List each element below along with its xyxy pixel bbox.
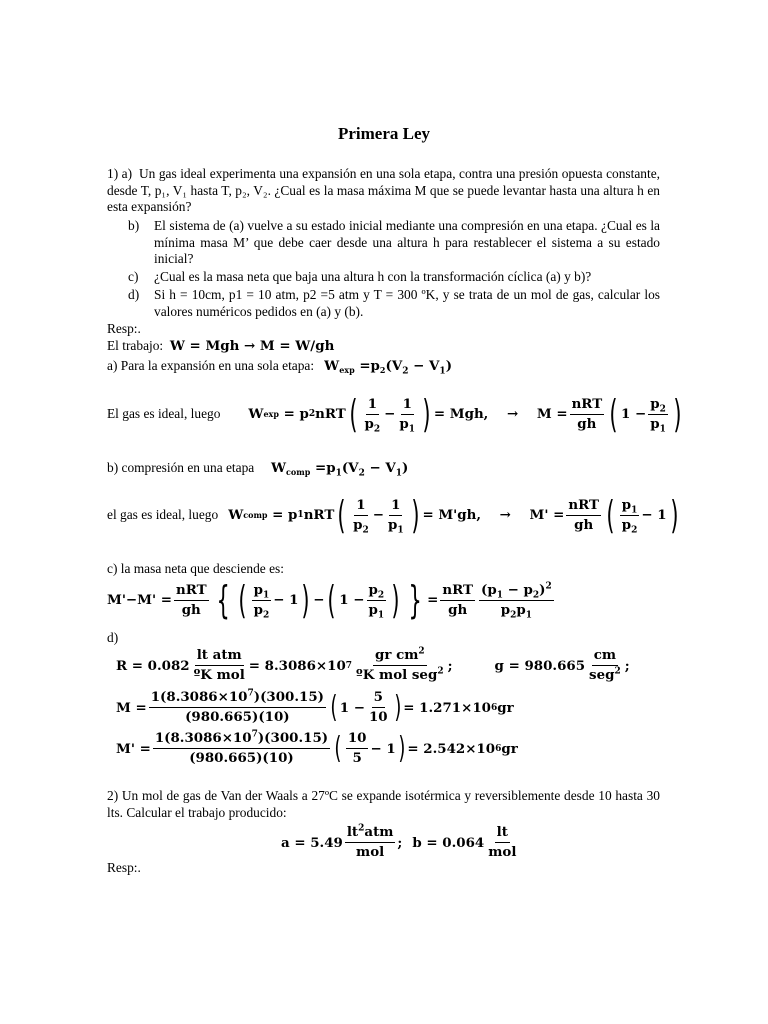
expansion-line xyxy=(107,358,452,375)
problem-1c-label: c) xyxy=(128,269,139,284)
trabajo-equation: W = Mgh → M = W/gh xyxy=(169,338,335,354)
net-mass-label: c) la masa neta que desciende es: xyxy=(107,561,284,576)
part-d-label: d) xyxy=(107,630,119,645)
problem-1a xyxy=(107,166,660,216)
vdw-constants-line xyxy=(281,824,520,861)
problem-1a-label: 1) a) xyxy=(107,166,133,181)
resp-label-2: Resp:. xyxy=(107,860,141,875)
problem-1c-text: ¿Cual es la masa neta que baja una altura h con la transformación cíclica (a) y b)? xyxy=(154,269,592,284)
ideal-gas-compression-line xyxy=(107,493,681,537)
w-comp-ideal-equation: W comp = p 1 nRT ( $\frac{1}{p_2}$ − $\frac{1}{p_1}$ ) = M'gh, → M' = $\frac{\text{nRT}}{gh}$ ( $\frac{p_1}{p_2}$ − 1 ) xyxy=(228,493,679,537)
vdw-constants-equation: a = 5.49 $\frac{lt^2atm}{\text{mol}}$ ; b = 0.064 $\frac{lt}{\text{mol}}$ xyxy=(281,823,517,860)
net-mass-equation: M'−M' = $\frac{\text{nRT}}{gh}$ { ( $\frac{p_1}{p_2}$ − 1 ) − ( 1 − $\frac{p_2}{p_1}$ ) } = $\frac{\text{nRT}}{gh}$ $\frac{(p_1 - p_2)^2}{p_2p_1}$ xyxy=(107,578,552,622)
trabajo-label: El trabajo: xyxy=(107,338,164,353)
w-comp-equation: $W_{comp} =p_1(V_2 - V_1)$ xyxy=(271,460,409,479)
problem-1d-text: Si h = 10cm, p1 = 10 atm, p2 =5 atm y T = 300 ºK, y se trata de un mol de gas, calcular los valores numéricos pedidos en (a) y (b). xyxy=(154,287,660,319)
ideal-gas-label-2: el gas es ideal, luego xyxy=(107,507,219,522)
compression-label: b) compresión en una etapa xyxy=(107,460,255,475)
w-exp-equation: $W_{exp} =p_2(V_2 - V_1)$ xyxy=(324,358,453,377)
mass-m-prime-equation: M' = $\frac{1(8.3086\times 10^7)(300.15)}{(980.665)(10)}$ ( $\frac{10}{5}$ − 1 ) = 2.542×10 6 gr xyxy=(116,729,518,766)
net-mass-equation-line xyxy=(107,578,556,622)
expansion-label: a) Para la expansión en una sola etapa: xyxy=(107,358,315,373)
ideal-gas-label: El gas es ideal, luego xyxy=(107,406,221,421)
problem-2-text: 2) Un mol de gas de Van der Waals a 27ºC se expande isotérmica y reversiblemente desde 10 hasta 30 lts. Calcular el trabajo producido: xyxy=(107,788,660,820)
problem-1a-text: Un gas ideal experimenta una expansión en una sola etapa, contra una presión opuesta constante, desde T, p₁, V₁ hasta T, p₂, V₂. ¿Cual es la masa máxima M que se puede levantar hasta una altura h en esta expansión? xyxy=(107,166,660,214)
constants-equation: R = 0.082 $\frac{\text{lt atm}}{\text{ºK mol}}$ = 8.3086×10 7 $\frac{gr cm^2}{ºK mol seg^2}$ ; g = 980.665 $\frac{cm}{seg^2}$ ; xyxy=(116,646,630,683)
trabajo-line xyxy=(107,338,334,354)
problem-1d-label: d) xyxy=(128,287,140,302)
w-exp-ideal-equation: W exp = p 2 nRT ( $\frac{1}{p_2}$ − $\frac{1}{p_1}$ ) = Mgh, → M = $\frac{\text{nRT}}{gh}$ ( 1 − $\frac{p_2}{p_1}$ ) xyxy=(248,392,682,436)
page-title: Primera Ley xyxy=(337,124,431,143)
compression-line xyxy=(107,460,408,477)
mass-m-equation: M = $\frac{1(8.3086\times 10^7)(300.15)}{(980.665)(10)}$ ( 1 − $\frac{5}{10}$ ) = 1.271×10 6 gr xyxy=(116,688,514,725)
constants-line xyxy=(116,647,630,684)
problem-1b-text: El sistema de (a) vuelve a su estado inicial mediante una compresión en una etapa. ¿Cual es la mínima masa M’ que debe caer desde una altura h para restablecer el sistema a su estado inicial? xyxy=(154,218,660,266)
ideal-gas-expansion-line xyxy=(107,392,685,436)
mass-m-line xyxy=(116,689,514,726)
resp-label-1: Resp:. xyxy=(107,321,141,336)
problem-1b-label: b) xyxy=(128,218,140,233)
mass-m-prime-line xyxy=(116,730,518,767)
